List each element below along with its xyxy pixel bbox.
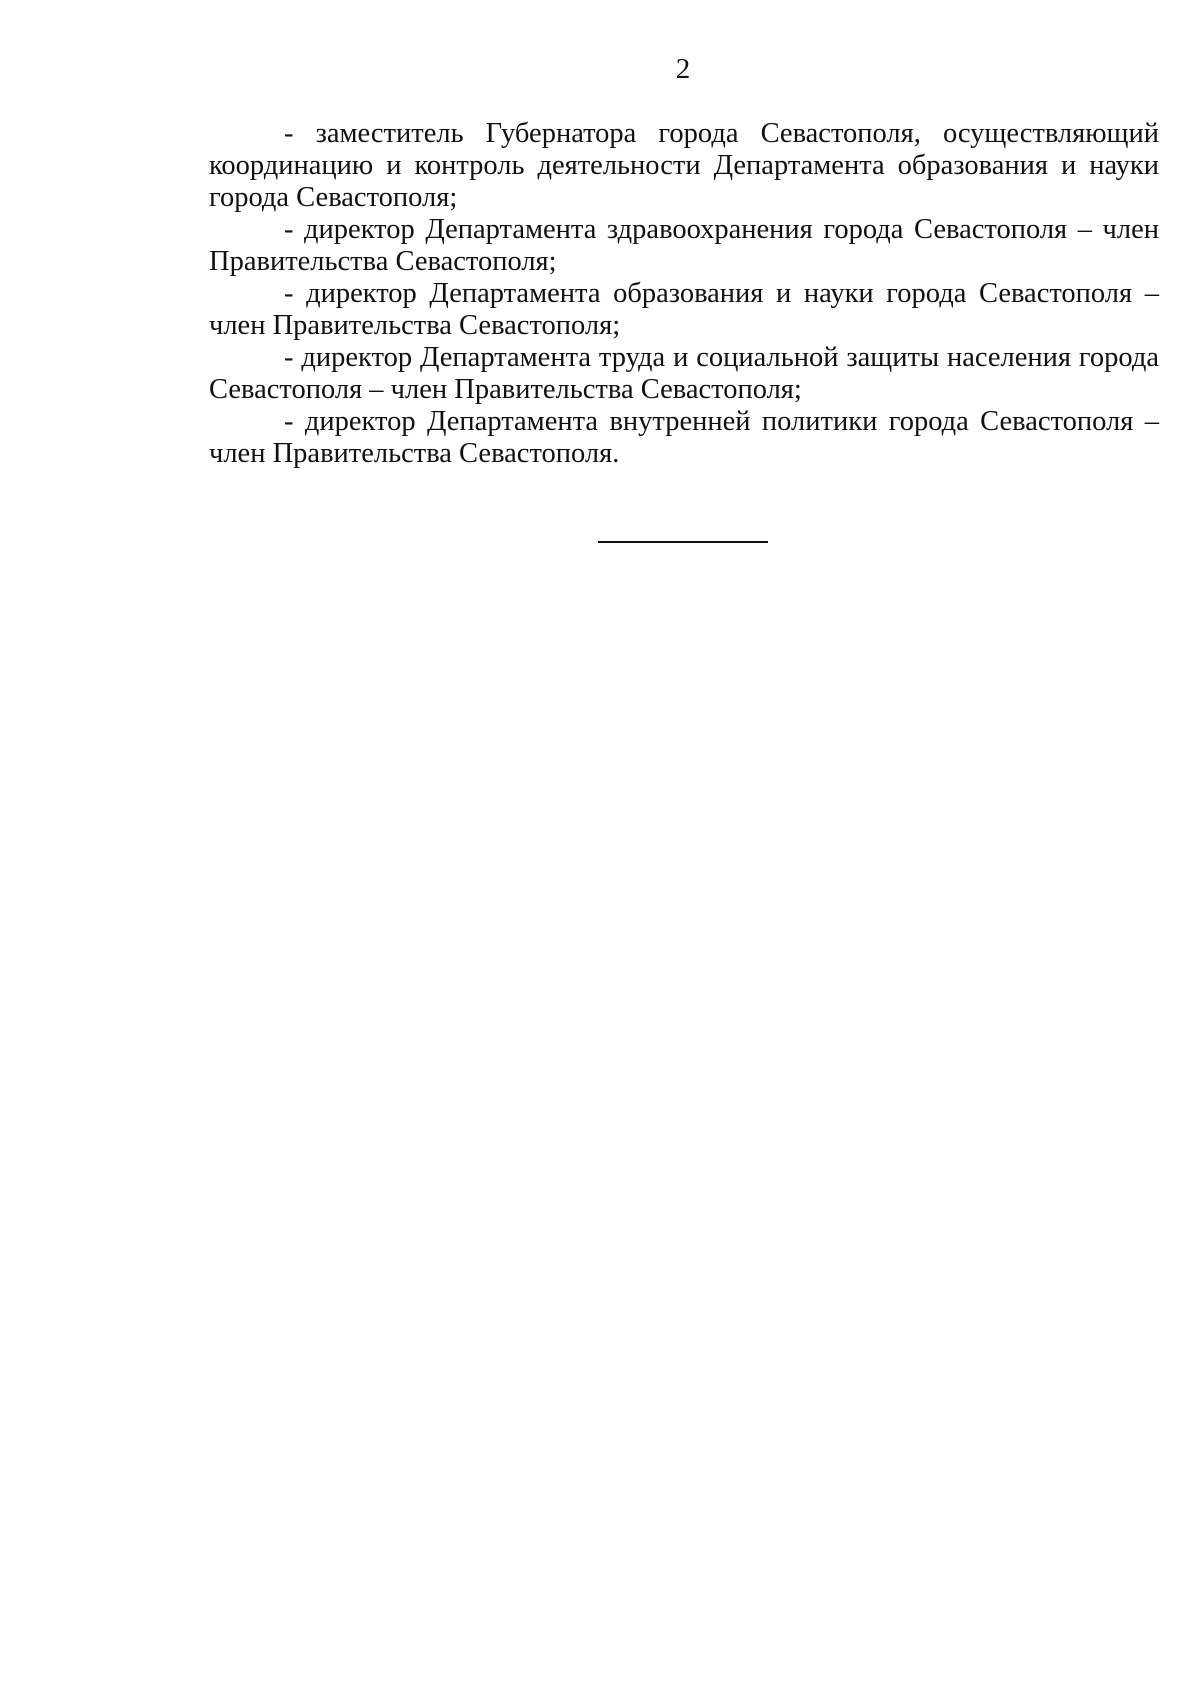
end-separator-line: [598, 541, 768, 543]
list-item-education-director: - директор Департамента образования и науки города Севастополя – член Правительства Севастополя;: [209, 278, 1159, 341]
page-number: 2: [675, 53, 691, 85]
document-body: [209, 118, 1159, 470]
list-item-deputy-governor: - заместитель Губернатора города Севастополя, осуществляющий координацию и контроль деятельности Департамента образования и науки города Севастополя;: [209, 118, 1159, 213]
list-item-internal-policy-director: - директор Департамента внутренней политики города Севастополя – член Правительства Севастополя.: [209, 406, 1159, 469]
list-item-health-director: - директор Департамента здравоохранения города Севастополя – член Правительства Севастополя;: [209, 214, 1159, 277]
list-item-labour-director: - директор Департамента труда и социальной защиты населения города Севастополя – член Правительства Севастополя;: [209, 342, 1159, 405]
